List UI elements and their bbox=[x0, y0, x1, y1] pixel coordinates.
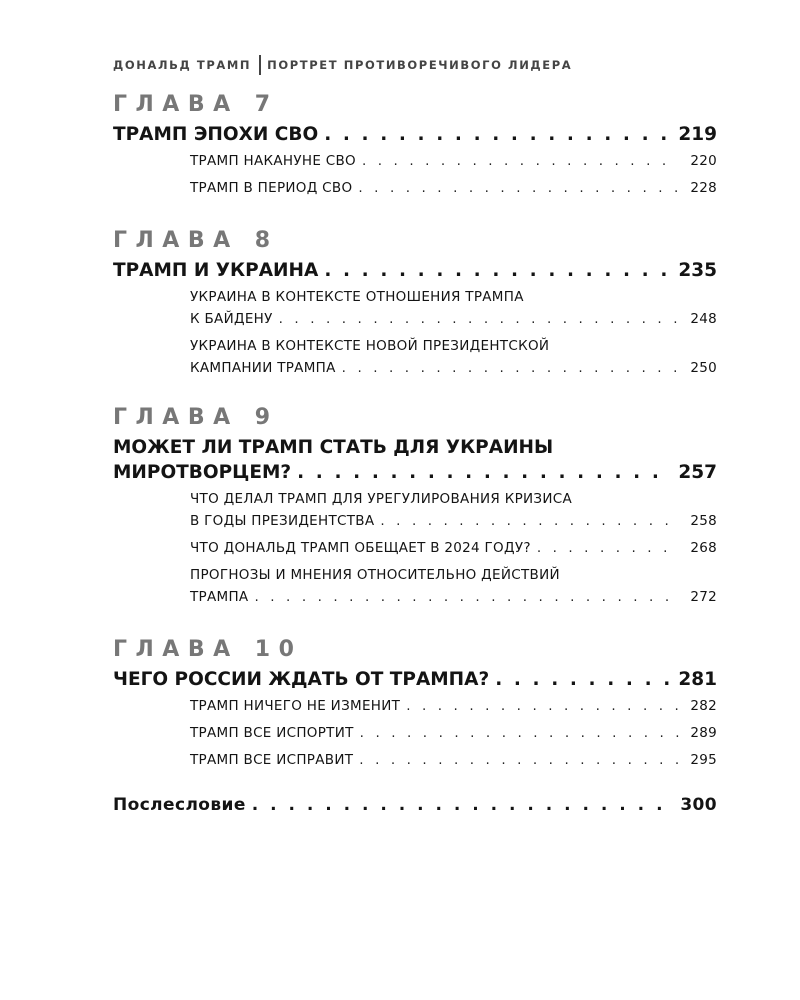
chapter-title[interactable] bbox=[113, 258, 717, 283]
dot-leader bbox=[254, 586, 679, 608]
dot-leader bbox=[279, 308, 679, 330]
chapter-9 bbox=[113, 405, 717, 608]
running-head-book-title: ПОРТРЕТ ПРОТИВОРЕЧИВОГО ЛИДЕРА bbox=[267, 58, 573, 72]
chapter-title[interactable] bbox=[113, 435, 717, 485]
section-title: ТРАМП В ПЕРИОД СВО bbox=[190, 180, 353, 196]
running-head bbox=[113, 55, 572, 75]
chapter-title-text: ТРАМП И УКРАИНА bbox=[113, 260, 319, 281]
section-title-line1: УКРАИНА В КОНТЕКСТЕ ОТНОШЕНИЯ ТРАМПА bbox=[190, 289, 524, 305]
chapter-title-text: МИРОТВОРЦЕМ? bbox=[113, 462, 292, 483]
dot-leader bbox=[324, 122, 672, 147]
section-entry[interactable] bbox=[190, 488, 717, 532]
section-entry[interactable] bbox=[190, 722, 717, 744]
section-title: ЧТО ДОНАЛЬД ТРАМП ОБЕЩАЕТ В 2024 ГОДУ? bbox=[190, 540, 531, 556]
dot-leader bbox=[537, 537, 679, 559]
section-title-line1: ЧТО ДЕЛАЛ ТРАМП ДЛЯ УРЕГУЛИРОВАНИЯ КРИЗИСА bbox=[190, 491, 573, 507]
section-list bbox=[113, 488, 717, 608]
dot-leader bbox=[362, 150, 679, 172]
chapter-label: ГЛАВА 8 bbox=[113, 228, 279, 253]
dot-leader bbox=[380, 510, 679, 532]
chapter-title-text: ТРАМП ЭПОХИ СВО bbox=[113, 124, 319, 145]
chapter-title[interactable] bbox=[113, 667, 717, 692]
page-number: 219 bbox=[678, 124, 717, 145]
page-number: 220 bbox=[690, 153, 717, 169]
section-title: В ГОДЫ ПРЕЗИДЕНТСТВА bbox=[190, 513, 375, 529]
page-number: 272 bbox=[690, 589, 717, 605]
page-number: 282 bbox=[690, 698, 717, 714]
section-list bbox=[113, 286, 717, 379]
page-number: 281 bbox=[678, 669, 717, 690]
section-entry[interactable] bbox=[190, 286, 717, 330]
section-title: КАМПАНИИ ТРАМПА bbox=[190, 360, 336, 376]
page-number: 235 bbox=[678, 260, 717, 281]
section-title-line1: УКРАИНА В КОНТЕКСТЕ НОВОЙ ПРЕЗИДЕНТСКОЙ bbox=[190, 338, 550, 354]
chapter-label: ГЛАВА 9 bbox=[113, 405, 279, 430]
section-title-line1: ПРОГНОЗЫ И МНЕНИЯ ОТНОСИТЕЛЬНО ДЕЙСТВИЙ bbox=[190, 567, 560, 583]
afterword-entry[interactable] bbox=[113, 793, 717, 817]
dot-leader bbox=[324, 258, 672, 283]
dot-leader bbox=[252, 793, 675, 817]
section-list bbox=[113, 695, 717, 771]
afterword-title: Послесловие bbox=[113, 795, 246, 815]
dot-leader bbox=[495, 667, 672, 692]
section-entry[interactable] bbox=[190, 564, 717, 608]
section-entry[interactable] bbox=[190, 177, 717, 199]
chapter-10 bbox=[113, 637, 717, 771]
dot-leader bbox=[406, 695, 679, 717]
section-title: ТРАМП НАКАНУНЕ СВО bbox=[190, 153, 356, 169]
page-number: 289 bbox=[690, 725, 717, 741]
page-number: 248 bbox=[690, 311, 717, 327]
section-entry[interactable] bbox=[190, 150, 717, 172]
dot-leader bbox=[297, 460, 672, 485]
chapter-title-line1: МОЖЕТ ЛИ ТРАМП СТАТЬ ДЛЯ УКРАИНЫ bbox=[113, 437, 554, 458]
section-title: К БАЙДЕНУ bbox=[190, 311, 273, 327]
page-number: 258 bbox=[690, 513, 717, 529]
dot-leader bbox=[358, 177, 679, 199]
section-title: ТРАМПА bbox=[190, 589, 249, 605]
chapter-label: ГЛАВА 10 bbox=[113, 637, 303, 662]
section-entry[interactable] bbox=[190, 749, 717, 771]
section-title: ТРАМП НИЧЕГО НЕ ИЗМЕНИТ bbox=[190, 698, 401, 714]
chapter-title[interactable] bbox=[113, 122, 717, 147]
page-number: 295 bbox=[690, 752, 717, 768]
section-title: ТРАМП ВСЕ ИСПРАВИТ bbox=[190, 752, 354, 768]
chapter-label: ГЛАВА 7 bbox=[113, 92, 279, 117]
dot-leader bbox=[342, 357, 679, 379]
running-head-author: ДОНАЛЬД ТРАМП bbox=[113, 58, 252, 72]
page-number: 268 bbox=[690, 540, 717, 556]
section-entry[interactable] bbox=[190, 537, 717, 559]
page-number: 300 bbox=[680, 795, 717, 815]
page-number: 228 bbox=[690, 180, 717, 196]
chapter-7 bbox=[113, 92, 717, 199]
dot-leader bbox=[359, 749, 679, 771]
page-number: 250 bbox=[690, 360, 717, 376]
section-entry[interactable] bbox=[190, 335, 717, 379]
chapter-8 bbox=[113, 228, 717, 379]
running-head-divider bbox=[259, 55, 261, 75]
section-list bbox=[113, 150, 717, 199]
page-number: 257 bbox=[678, 462, 717, 483]
chapter-title-text: ЧЕГО РОССИИ ЖДАТЬ ОТ ТРАМПА? bbox=[113, 669, 490, 690]
dot-leader bbox=[360, 722, 679, 744]
section-entry[interactable] bbox=[190, 695, 717, 717]
section-title: ТРАМП ВСЕ ИСПОРТИТ bbox=[190, 725, 354, 741]
